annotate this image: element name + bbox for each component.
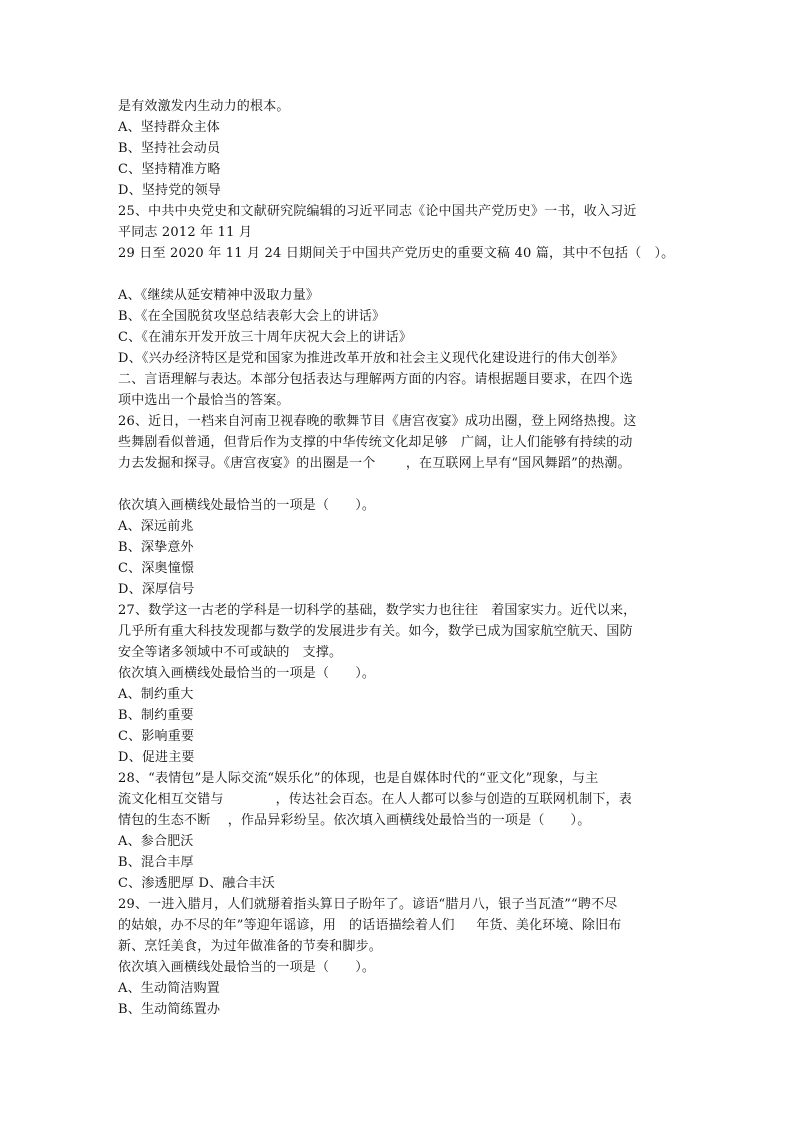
question-25-line-3: 29 日至 2020 年 11 月 24 日期间关于中国共产党历史的重要文稿 40 篇，其中不包括（ ）。 (118, 246, 675, 261)
option-27-d: D、促进主要 (118, 750, 195, 765)
question-27-line-1: 27、数学这一古老的学科是一切科学的基础，数学实力也往往 着国家实力。近代以来， (118, 603, 637, 618)
question-27-prompt: 依次填入画横线处最恰当的一项是（ ）。 (118, 666, 376, 681)
option-28-c-d: C、渗透肥厚 D、融合丰沃 (118, 876, 276, 891)
question-28-line-2: 流文化相互交错与 ，传达社会百态。在人人都可以参与创造的互联网机制下，表 (118, 792, 632, 807)
question-26-line-3: 力去发掘和探寻。《唐宫夜宴》的出圈是一个 ，在互联网上早有“国风舞蹈”的热潮。 (118, 456, 631, 471)
section-two-heading-line-2: 项中选出一个最恰当的答案。 (118, 393, 290, 408)
option-26-b: B、深挚意外 (118, 540, 194, 555)
option-24-c: C、坚持精准方略 (118, 162, 221, 177)
option-26-c: C、深奥憧憬 (118, 561, 195, 576)
document-body (118, 96, 678, 1020)
question-25-line-2: 平同志 2012 年 11 月 (118, 225, 253, 240)
option-27-b: B、制约重要 (118, 708, 194, 723)
option-24-d: D、坚持党的领导 (118, 183, 222, 198)
question-27-line-2: 几乎所有重大科技发现都与数学的发展进步有关。如今，数学已成为国家航空航天、国防 (118, 624, 633, 639)
question-26-line-2: 些舞剧看似普通，但背后作为支撑的中华传统文化却足够 广阔，让人们能够有持续的动 (118, 435, 633, 450)
question-26-line-1: 26、近日，一档来自河南卫视春晚的歌舞节目《唐宫夜宴》成功出圈，登上网络热搜。这 (118, 414, 637, 429)
option-25-c: C、《在浦东开发开放三十周年庆祝大会上的讲话》 (118, 330, 413, 345)
section-two-heading-line-1: 二、言语理解与表达。本部分包括表达与理解两方面的内容。请根据题目要求，在四个选 (118, 372, 633, 387)
spacer (118, 474, 678, 495)
option-27-c: C、影响重要 (118, 729, 195, 744)
option-24-b: B、坚持社会动员 (118, 141, 221, 156)
option-24-a: A、坚持群众主体 (118, 120, 220, 135)
question-27-line-3: 安全等诸多领域中不可或缺的 支撑。 (118, 645, 343, 660)
question-26-prompt: 依次填入画横线处最恰当的一项是（ ）。 (118, 498, 376, 513)
question-29-line-3: 新、烹饪美食，为过年做准备的节奏和脚步。 (118, 939, 383, 954)
option-26-a: A、深远前兆 (118, 519, 194, 534)
option-29-b: B、生动简练置办 (118, 1002, 221, 1017)
question-28-line-3: 情包的生态不断 ，作品异彩纷呈。依次填入画横线处最恰当的一项是（ ）。 (118, 813, 591, 828)
option-28-a: A、参合肥沃 (118, 834, 194, 849)
question-28-line-1: 28、“表情包”是人际交流“娱乐化”的体现，也是自媒体时代的“亚文化”现象，与主 (118, 771, 599, 786)
option-25-a: A、《继续从延安精神中汲取力量》 (118, 288, 320, 303)
question-24-stem-end: 是有效激发内生动力的根本。 (118, 99, 290, 114)
question-29-line-1: 29、一进入腊月，人们就掰着指头算日子盼年了。谚语“腊月八，银子当瓦渣”“聘不尽 (118, 897, 618, 912)
question-25-line-1: 25、中共中央党史和文献研究院编辑的习近平同志《论中国共产党历史》一书，收入习近 (118, 204, 637, 219)
option-29-a: A、生动简洁购置 (118, 981, 220, 996)
question-29-prompt: 依次填入画横线处最恰当的一项是（ ）。 (118, 960, 376, 975)
option-25-b: B、《在全国脱贫攻坚总结表彰大会上的讲话》 (118, 309, 386, 324)
option-28-b: B、混合丰厚 (118, 855, 194, 870)
option-25-d: D、《兴办经济特区是党和国家为推进改革开放和社会主义现代化建设进行的伟大创举》 (118, 351, 624, 366)
option-26-d: D、深厚信号 (118, 582, 195, 597)
option-27-a: A、制约重大 (118, 687, 194, 702)
question-29-line-2: 的姑娘，办不尽的年”等迎年谣谚，用 的话语描绘着人们 年货、美化环境、除旧布 (118, 918, 622, 933)
spacer (118, 264, 678, 285)
